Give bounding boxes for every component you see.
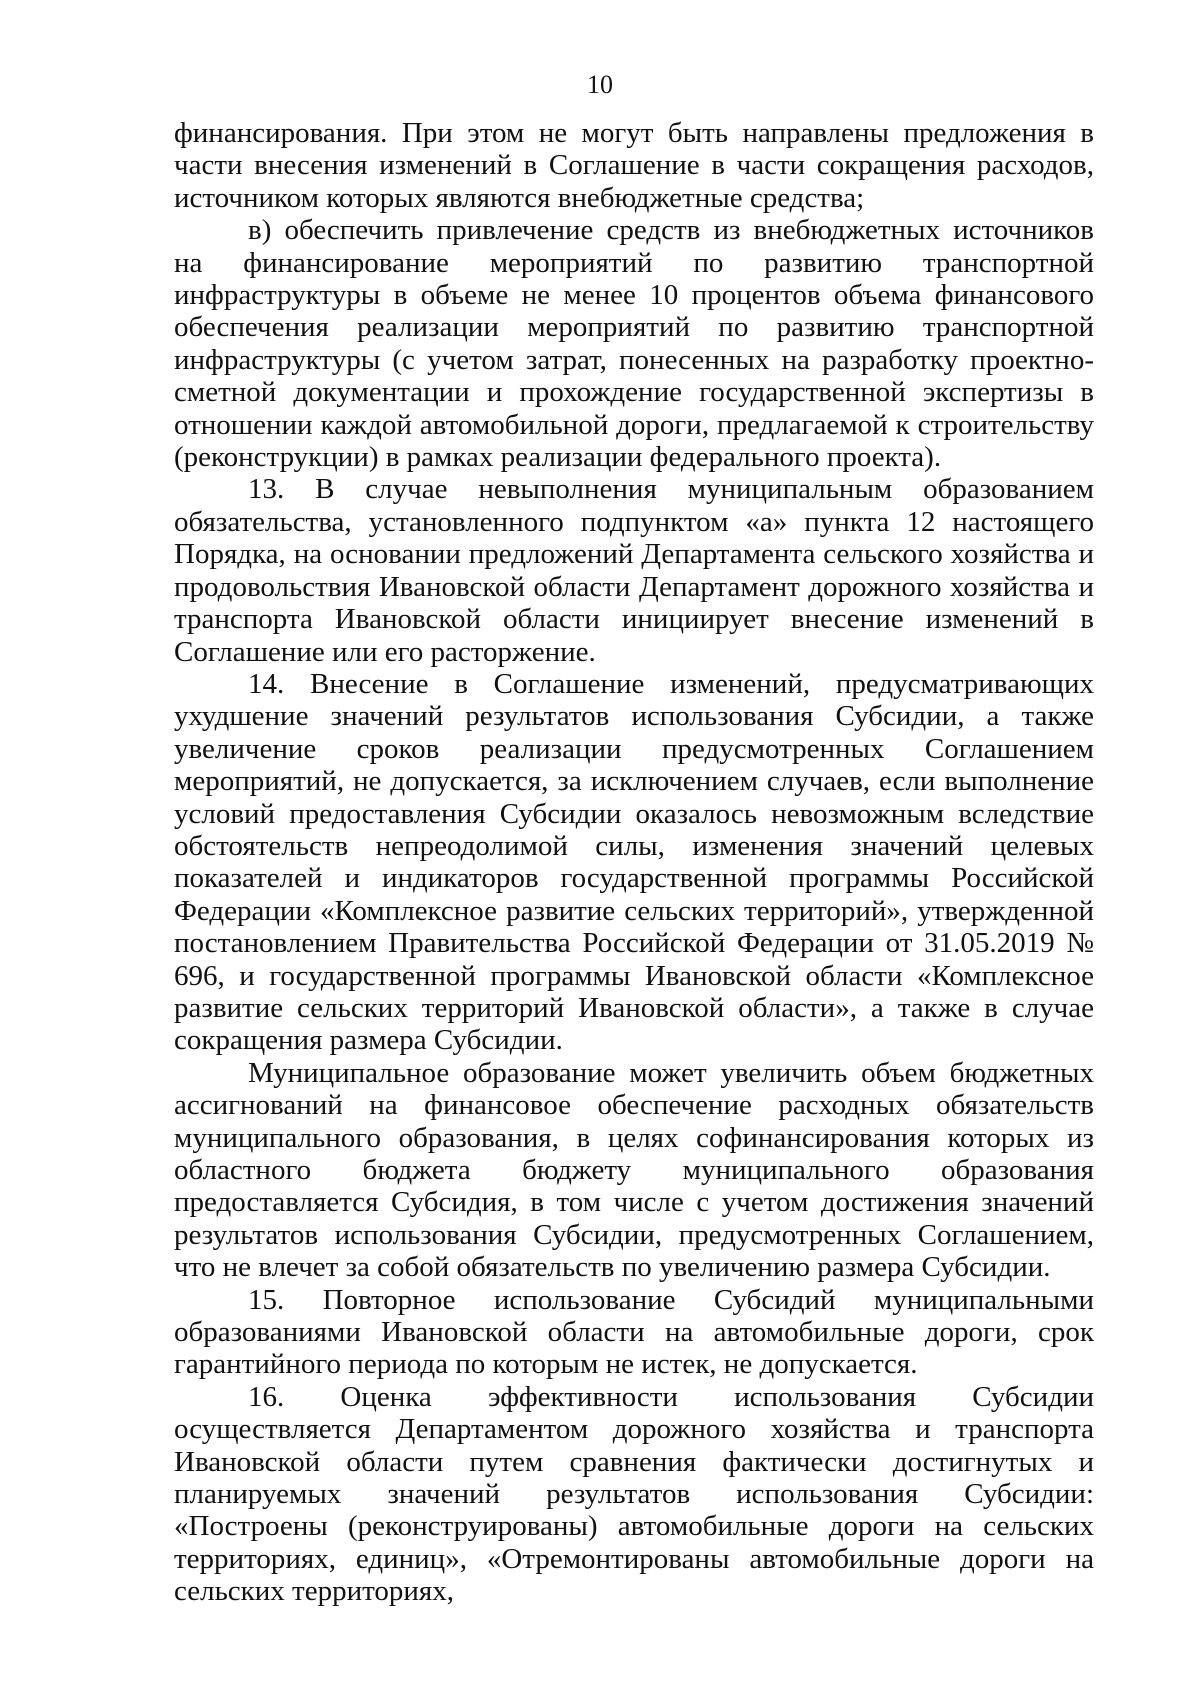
paragraph-item-13: 13. В случае невыполнения муниципальным образованием обязательства, установленного подпунктом «а» пункта 12 настоящего Порядка, на основании предложений Департамента сельского хозяйства и продовольствия Ивановской области Департамент дорожного хозяйства и транспорта Ивановской области инициирует внесение изменений в Соглашение или его расторжение. (174, 473, 1094, 668)
paragraph-subitem-v: в) обеспечить привлечение средств из внебюджетных источников на финансирование мероприятий по развитию транспортной инфраструктуры в объеме не менее 10 процентов объема финансового обеспечения реализации мероприятий по развитию транспортной инфраструктуры (с учетом затрат, понесенных на разработку проектно-сметной документации и прохождение государственной экспертизы в отношении каждой автомобильной дороги, предлагаемой к строительству (реконструкции) в рамках реализации федерального проекта). (174, 214, 1094, 474)
paragraph-municipal-budget: Муниципальное образование может увеличить объем бюджетных ассигнований на финансовое обеспечение расходных обязательств муниципального образования, в целях софинансирования которых из областного бюджета бюджету муниципального образования предоставляется Субсидия, в том числе с учетом достижения значений результатов использования Субсидии, предусмотренных Соглашением, что не влечет за собой обязательств по увеличению размера Субсидии. (174, 1056, 1094, 1284)
paragraph-continuation: финансирования. При этом не могут быть направлены предложения в части внесения изменений в Соглашение в части сокращения расходов, источником которых являются внебюджетные средства; (174, 117, 1094, 214)
page-number: 10 (587, 70, 613, 99)
paragraph-item-16: 16. Оценка эффективности использования Субсидии осуществляется Департаментом дорожного хозяйства и транспорта Ивановской области путем сравнения фактически достигнутых и планируемых значений результатов использования Субсидии: «Построены (реконструированы) автомобильные дороги на сельских территориях, единиц», «Отремонтированы автомобильные дороги на сельских территориях, (174, 1380, 1094, 1608)
paragraph-item-15: 15. Повторное использование Субсидий муниципальными образованиями Ивановской области на автомобильные дороги, срок гарантийного периода по которым не истек, не допускается. (174, 1283, 1094, 1381)
document-body (174, 117, 1094, 1608)
paragraph-item-14: 14. Внесение в Соглашение изменений, предусматривающих ухудшение значений результатов использования Субсидии, а также увеличение сроков реализации предусмотренных Соглашением мероприятий, не допускается, за исключением случаев, если выполнение условий предоставления Субсидии оказалось невозможным вследствие обстоятельств непреодолимой силы, изменения значений целевых показателей и индикаторов государственной программы Российской Федерации «Комплексное развитие сельских территорий», утвержденной постановлением Правительства Российской Федерации от 31.05.2019 № 696, и государственной программы Ивановской области «Комплексное развитие сельских территорий Ивановской области», а также в случае сокращения размера Субсидии. (174, 667, 1094, 1057)
